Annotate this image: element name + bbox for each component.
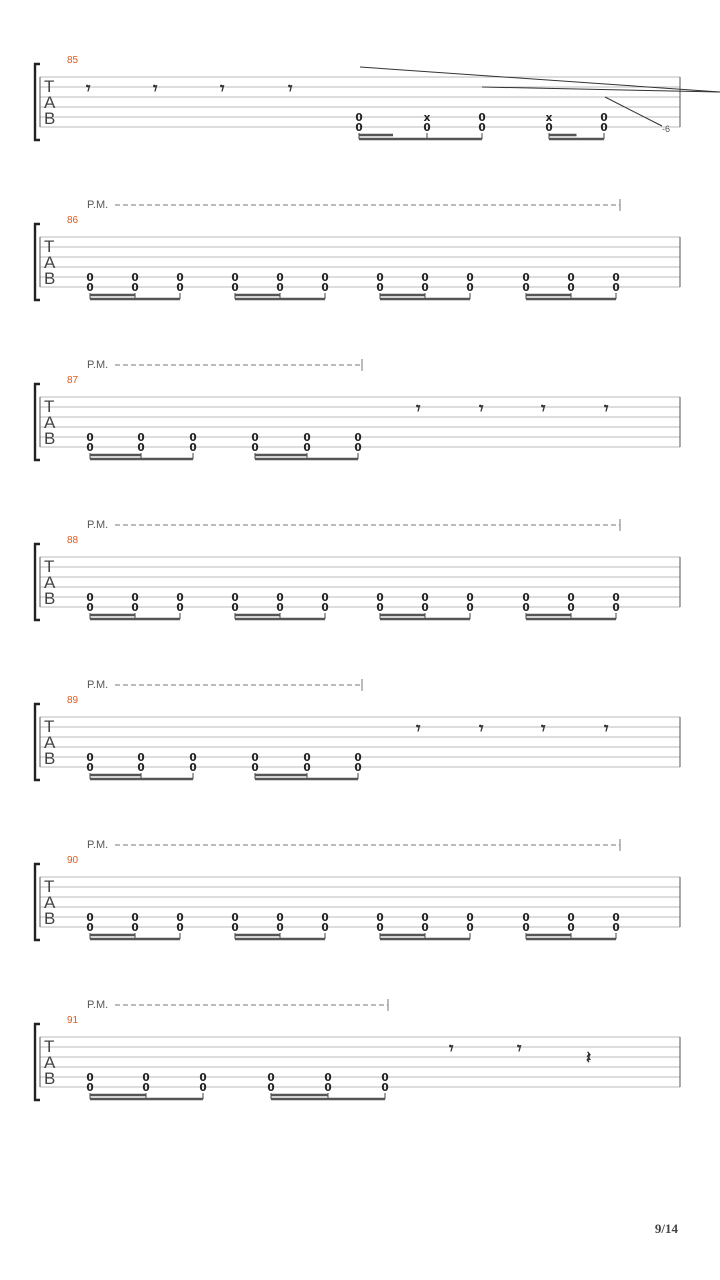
fret-number: 0 [131, 912, 139, 924]
eighth-rest: 𝄾 [449, 1039, 454, 1059]
fret-number: 0 [466, 272, 474, 284]
palm-mute-label: P.M. [87, 999, 109, 1011]
tab-clef-t: T [44, 717, 55, 736]
fret-number: 0 [176, 282, 184, 294]
tab-clef-a: A [44, 573, 56, 592]
system-bracket [35, 384, 40, 460]
eighth-rest: 𝄾 [479, 399, 484, 419]
fret-number: 0 [142, 1072, 150, 1084]
tab-clef-t: T [44, 397, 55, 416]
palm-mute-label: P.M. [87, 679, 109, 691]
tab-clef-t: T [44, 877, 55, 896]
fret-number: 0 [466, 282, 474, 294]
fret-number: 0 [251, 762, 259, 774]
fret-number: 0 [421, 282, 429, 294]
fret-number: 0 [86, 1072, 94, 1084]
system-bracket [35, 1024, 40, 1100]
fret-number: 0 [137, 762, 145, 774]
tab-clef-b: B [44, 429, 56, 448]
fret-number: 0 [267, 1072, 275, 1084]
palm-mute-label: P.M. [87, 839, 109, 851]
fret-number: 0 [567, 922, 575, 934]
fret-number: 0 [176, 912, 184, 924]
fret-number: 0 [522, 282, 530, 294]
fret-number: 0 [276, 272, 284, 284]
fret-number: 0 [423, 122, 431, 134]
fret-number: 0 [545, 122, 553, 134]
fret-number: 0 [86, 272, 94, 284]
fret-number: 0 [466, 592, 474, 604]
eighth-rest: 𝄾 [604, 399, 609, 419]
fret-number: 0 [276, 282, 284, 294]
fret-number: 0 [478, 122, 486, 134]
fret-number: 0 [478, 112, 486, 124]
eighth-rest: 𝄾 [153, 79, 158, 99]
fret-number: 0 [354, 762, 362, 774]
dead-note: x [423, 112, 431, 124]
eighth-rest: 𝄾 [416, 719, 421, 739]
fret-number: 0 [276, 922, 284, 934]
fret-number: 0 [421, 922, 429, 934]
fret-number: 0 [466, 912, 474, 924]
measure-number: 86 [67, 215, 79, 226]
fret-number: 0 [567, 272, 575, 284]
fret-number: 0 [303, 442, 311, 454]
tab-clef-a: A [44, 1053, 56, 1072]
fret-number: 0 [86, 922, 94, 934]
fret-number: 0 [376, 602, 384, 614]
eighth-rest: 𝄾 [416, 399, 421, 419]
fret-number: 0 [86, 282, 94, 294]
fret-number: 0 [376, 592, 384, 604]
fret-number: 0 [276, 592, 284, 604]
eighth-rest: 𝄾 [541, 719, 546, 739]
fret-number: 0 [189, 432, 197, 444]
fret-number: 0 [321, 602, 329, 614]
slide-out-label: -6 [662, 124, 671, 134]
fret-number: 0 [231, 272, 239, 284]
fret-number: 0 [376, 272, 384, 284]
fret-number: 0 [251, 432, 259, 444]
fret-number: 0 [522, 272, 530, 284]
fret-number: 0 [612, 592, 620, 604]
fret-number: 0 [355, 112, 363, 124]
fret-number: 0 [86, 752, 94, 764]
fret-number: 0 [354, 442, 362, 454]
fret-number: 0 [231, 912, 239, 924]
eighth-rest: 𝄾 [288, 79, 293, 99]
fret-number: 0 [231, 592, 239, 604]
tab-clef-a: A [44, 93, 56, 112]
tab-clef-b: B [44, 269, 56, 288]
slide-line [605, 97, 662, 126]
fret-number: 0 [86, 602, 94, 614]
fret-number: 0 [376, 282, 384, 294]
eighth-rest: 𝄾 [517, 1039, 522, 1059]
tab-clef-b: B [44, 589, 56, 608]
system-bracket [35, 864, 40, 940]
fret-number: 0 [466, 922, 474, 934]
system-bracket [35, 544, 40, 620]
fret-number: 0 [522, 602, 530, 614]
fret-number: 0 [276, 912, 284, 924]
fret-number: 0 [251, 442, 259, 454]
system-bracket [35, 224, 40, 300]
fret-number: 0 [321, 592, 329, 604]
fret-number: 0 [612, 282, 620, 294]
fret-number: 0 [131, 282, 139, 294]
fret-number: 0 [421, 592, 429, 604]
measure-number: 90 [67, 855, 79, 866]
fret-number: 0 [86, 912, 94, 924]
tab-clef-b: B [44, 909, 56, 928]
eighth-rest: 𝄾 [604, 719, 609, 739]
dead-note: x [545, 112, 553, 124]
eighth-rest: 𝄾 [479, 719, 484, 739]
tab-clef-t: T [44, 557, 55, 576]
fret-number: 0 [199, 1082, 207, 1094]
fret-number: 0 [567, 282, 575, 294]
palm-mute-label: P.M. [87, 519, 109, 531]
system-bracket [35, 64, 40, 140]
fret-number: 0 [324, 1072, 332, 1084]
fret-number: 0 [199, 1072, 207, 1084]
fret-number: 0 [324, 1082, 332, 1094]
tab-clef-b: B [44, 109, 56, 128]
fret-number: 0 [189, 762, 197, 774]
system-bracket [35, 704, 40, 780]
fret-number: 0 [612, 272, 620, 284]
fret-number: 0 [137, 442, 145, 454]
fret-number: 0 [466, 602, 474, 614]
fret-number: 0 [176, 592, 184, 604]
tab-clef-t: T [44, 1037, 55, 1056]
fret-number: 0 [131, 592, 139, 604]
eighth-rest: 𝄾 [86, 79, 91, 99]
measure-number: 91 [67, 1015, 79, 1026]
tab-clef-a: A [44, 733, 56, 752]
fret-number: 0 [189, 442, 197, 454]
fret-number: 0 [131, 602, 139, 614]
fret-number: 0 [86, 442, 94, 454]
tab-clef-a: A [44, 253, 56, 272]
fret-number: 0 [176, 602, 184, 614]
fret-number: 0 [231, 922, 239, 934]
fret-number: 0 [303, 752, 311, 764]
fret-number: 0 [86, 432, 94, 444]
fret-number: 0 [421, 602, 429, 614]
fret-number: 0 [142, 1082, 150, 1094]
measure-number: 85 [67, 55, 79, 66]
fret-number: 0 [131, 922, 139, 934]
fret-number: 0 [137, 752, 145, 764]
fret-number: 0 [321, 282, 329, 294]
fret-number: 0 [321, 912, 329, 924]
fret-number: 0 [567, 592, 575, 604]
tab-clef-b: B [44, 1069, 56, 1088]
fret-number: 0 [189, 752, 197, 764]
fret-number: 0 [376, 922, 384, 934]
fret-number: 0 [86, 762, 94, 774]
fret-number: 0 [522, 592, 530, 604]
fret-number: 0 [381, 1082, 389, 1094]
fret-number: 0 [86, 1082, 94, 1094]
fret-number: 0 [131, 272, 139, 284]
fret-number: 0 [612, 922, 620, 934]
fret-number: 0 [231, 282, 239, 294]
fret-number: 0 [381, 1072, 389, 1084]
fret-number: 0 [267, 1082, 275, 1094]
tab-clef-b: B [44, 749, 56, 768]
palm-mute-label: P.M. [87, 359, 109, 371]
palm-mute-label: P.M. [87, 199, 109, 211]
fret-number: 0 [421, 912, 429, 924]
tab-clef-t: T [44, 77, 55, 96]
tab-clef-a: A [44, 893, 56, 912]
eighth-rest: 𝄾 [220, 79, 225, 99]
measure-number: 87 [67, 375, 79, 386]
eighth-rest: 𝄾 [541, 399, 546, 419]
fret-number: 0 [176, 272, 184, 284]
fret-number: 0 [137, 432, 145, 444]
tab-clef-a: A [44, 413, 56, 432]
fret-number: 0 [251, 752, 259, 764]
fret-number: 0 [355, 122, 363, 134]
measure-number: 89 [67, 695, 79, 706]
fret-number: 0 [276, 602, 284, 614]
fret-number: 0 [303, 432, 311, 444]
fret-number: 0 [600, 112, 608, 124]
quarter-rest: 𝄽 [586, 1048, 592, 1068]
fret-number: 0 [376, 912, 384, 924]
fret-number: 0 [354, 432, 362, 444]
fret-number: 0 [354, 752, 362, 764]
tab-clef-t: T [44, 237, 55, 256]
fret-number: 0 [612, 602, 620, 614]
fret-number: 0 [231, 602, 239, 614]
fret-number: 0 [612, 912, 620, 924]
fret-number: 0 [522, 912, 530, 924]
measure-number: 88 [67, 535, 79, 546]
fret-number: 0 [86, 592, 94, 604]
fret-number: 0 [321, 272, 329, 284]
fret-number: 0 [567, 912, 575, 924]
fret-number: 0 [567, 602, 575, 614]
fret-number: 0 [600, 122, 608, 134]
fret-number: 0 [421, 272, 429, 284]
fret-number: 0 [303, 762, 311, 774]
page-number: 9/14 [654, 1221, 678, 1236]
fret-number: 0 [176, 922, 184, 934]
fret-number: 0 [321, 922, 329, 934]
fret-number: 0 [522, 922, 530, 934]
